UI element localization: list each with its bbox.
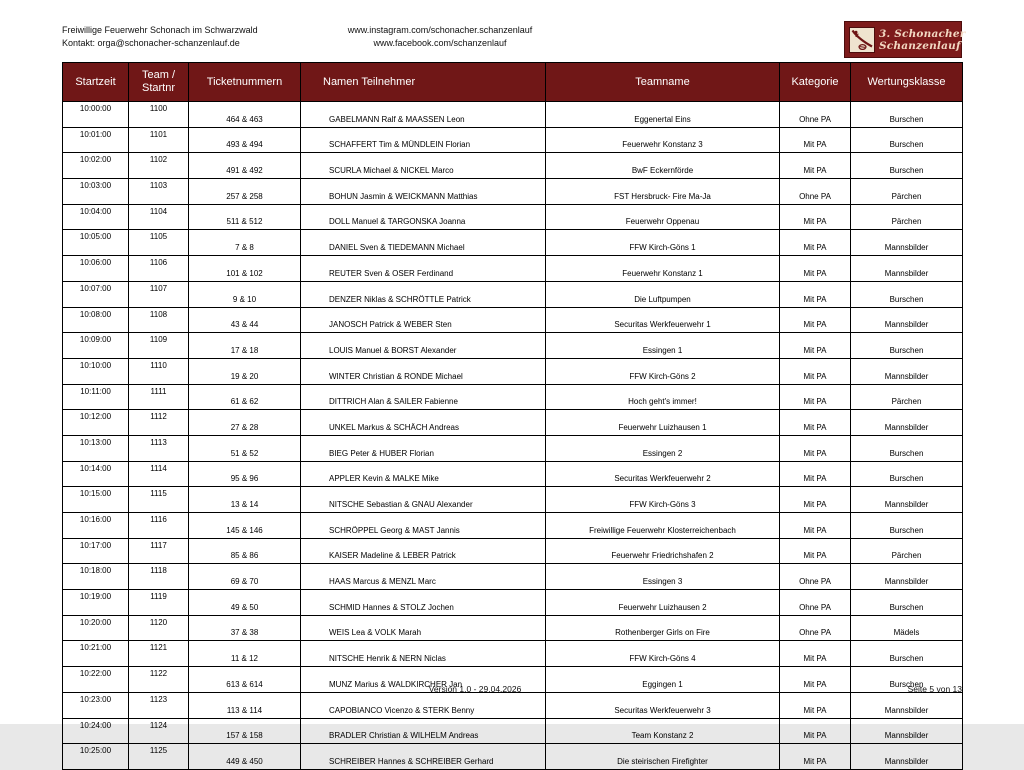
table-row xyxy=(63,281,963,307)
names-cell: WINTER Christian & RONDE Michael xyxy=(301,358,546,384)
schedule-table xyxy=(62,62,963,770)
teamname-cell: FFW Kirch-Göns 3 xyxy=(546,487,780,513)
startnr-cell: 1100 xyxy=(129,102,189,128)
startzeit-cell: 10:14:00 xyxy=(63,461,129,487)
table-row xyxy=(63,358,963,384)
table-row xyxy=(63,538,963,564)
teamname-cell: FFW Kirch-Göns 1 xyxy=(546,230,780,256)
startnr-cell: 1120 xyxy=(129,615,189,641)
tickets-cell: 43 & 44 xyxy=(189,307,301,333)
startnr-cell: 1109 xyxy=(129,333,189,359)
names-cell: APPLER Kevin & MALKE Mike xyxy=(301,461,546,487)
kategorie-cell: Mit PA xyxy=(780,692,851,718)
event-logo-line1: 3. Schonacher xyxy=(879,27,966,40)
kategorie-cell: Mit PA xyxy=(780,513,851,539)
kategorie-cell: Mit PA xyxy=(780,358,851,384)
teamname-cell: BwF Eckernförde xyxy=(546,153,780,179)
column-header-tickets: Ticketnummern xyxy=(189,63,301,102)
wertungsklasse-cell: Pärchen xyxy=(851,384,963,410)
column-header-startnr: Team / Startnr xyxy=(129,63,189,102)
event-logo-line2: Schanzenlauf xyxy=(879,39,961,52)
names-cell: MUNZ Marius & WALDKIRCHER Jan xyxy=(301,667,546,693)
wertungsklasse-cell: Pärchen xyxy=(851,538,963,564)
startnr-cell: 1104 xyxy=(129,204,189,230)
startzeit-cell: 10:24:00 xyxy=(63,718,129,744)
startnr-cell: 1106 xyxy=(129,256,189,282)
wertungsklasse-cell: Mannsbilder xyxy=(851,307,963,333)
kategorie-cell: Mit PA xyxy=(780,461,851,487)
startzeit-cell: 10:06:00 xyxy=(63,256,129,282)
table-row xyxy=(63,410,963,436)
kategorie-cell: Mit PA xyxy=(780,281,851,307)
startzeit-cell: 10:12:00 xyxy=(63,410,129,436)
startnr-cell: 1108 xyxy=(129,307,189,333)
table-row xyxy=(63,513,963,539)
startzeit-cell: 10:22:00 xyxy=(63,667,129,693)
tickets-cell: 101 & 102 xyxy=(189,256,301,282)
kategorie-cell: Ohne PA xyxy=(780,102,851,128)
names-cell: HAAS Marcus & MENZL Marc xyxy=(301,564,546,590)
startnr-cell: 1107 xyxy=(129,281,189,307)
page-number: Seite 5 von 13 xyxy=(907,684,962,694)
tickets-cell: 11 & 12 xyxy=(189,641,301,667)
startnr-cell: 1110 xyxy=(129,358,189,384)
table-row xyxy=(63,179,963,205)
table-row xyxy=(63,435,963,461)
startzeit-cell: 10:11:00 xyxy=(63,384,129,410)
names-cell: SCHRÖPPEL Georg & MAST Jannis xyxy=(301,513,546,539)
startnr-cell: 1103 xyxy=(129,179,189,205)
event-logo-text xyxy=(879,28,966,52)
startnr-cell: 1113 xyxy=(129,435,189,461)
names-cell: REUTER Sven & OSER Ferdinand xyxy=(301,256,546,282)
teamname-cell: Feuerwehr Friedrichshafen 2 xyxy=(546,538,780,564)
names-cell: BRADLER Christian & WILHELM Andreas xyxy=(301,718,546,744)
kategorie-cell: Mit PA xyxy=(780,204,851,230)
social-block xyxy=(348,24,533,50)
wertungsklasse-cell: Burschen xyxy=(851,513,963,539)
teamname-cell: FFW Kirch-Göns 4 xyxy=(546,641,780,667)
event-logo xyxy=(844,21,966,58)
column-header-names: Namen Teilnehmer xyxy=(301,63,546,102)
kategorie-cell: Mit PA xyxy=(780,307,851,333)
wertungsklasse-cell: Burschen xyxy=(851,127,963,153)
teamname-cell: Eggenertal Eins xyxy=(546,102,780,128)
wertungsklasse-cell: Pärchen xyxy=(851,204,963,230)
startnr-cell: 1105 xyxy=(129,230,189,256)
startzeit-cell: 10:25:00 xyxy=(63,744,129,770)
tickets-cell: 7 & 8 xyxy=(189,230,301,256)
teamname-cell: FFW Kirch-Göns 2 xyxy=(546,358,780,384)
teamname-cell: Die Luftpumpen xyxy=(546,281,780,307)
names-cell: SCURLA Michael & NICKEL Marco xyxy=(301,153,546,179)
startzeit-cell: 10:10:00 xyxy=(63,358,129,384)
kategorie-cell: Mit PA xyxy=(780,410,851,436)
tickets-cell: 61 & 62 xyxy=(189,384,301,410)
tickets-cell: 51 & 52 xyxy=(189,435,301,461)
wertungsklasse-cell: Burschen xyxy=(851,667,963,693)
tickets-cell: 95 & 96 xyxy=(189,461,301,487)
wertungsklasse-cell: Mannsbilder xyxy=(851,487,963,513)
column-header-kategorie: Kategorie xyxy=(780,63,851,102)
ski-jump-icon xyxy=(849,27,875,53)
startnr-cell: 1123 xyxy=(129,692,189,718)
wertungsklasse-cell: Mannsbilder xyxy=(851,718,963,744)
tickets-cell: 464 & 463 xyxy=(189,102,301,128)
tickets-cell: 145 & 146 xyxy=(189,513,301,539)
names-cell: JANOSCH Patrick & WEBER Sten xyxy=(301,307,546,333)
wertungsklasse-cell: Burschen xyxy=(851,461,963,487)
kategorie-cell: Mit PA xyxy=(780,230,851,256)
teamname-cell: Feuerwehr Luizhausen 1 xyxy=(546,410,780,436)
table-row xyxy=(63,102,963,128)
kategorie-cell: Ohne PA xyxy=(780,590,851,616)
teamname-cell: Rothenberger Girls on Fire xyxy=(546,615,780,641)
teamname-cell: Die steirischen Firefighter xyxy=(546,744,780,770)
teamname-cell: Freiwillige Feuerwehr Klosterreichenbach xyxy=(546,513,780,539)
startzeit-cell: 10:05:00 xyxy=(63,230,129,256)
kategorie-cell: Mit PA xyxy=(780,435,851,461)
teamname-cell: Securitas Werkfeuerwehr 2 xyxy=(546,461,780,487)
table-row xyxy=(63,692,963,718)
table-row xyxy=(63,718,963,744)
tickets-cell: 85 & 86 xyxy=(189,538,301,564)
names-cell: CAPOBIANCO Vicenzo & STERK Benny xyxy=(301,692,546,718)
wertungsklasse-cell: Mannsbilder xyxy=(851,692,963,718)
tickets-cell: 491 & 492 xyxy=(189,153,301,179)
startnr-cell: 1116 xyxy=(129,513,189,539)
table-row xyxy=(63,307,963,333)
startzeit-cell: 10:15:00 xyxy=(63,487,129,513)
startzeit-cell: 10:16:00 xyxy=(63,513,129,539)
wertungsklasse-cell: Burschen xyxy=(851,281,963,307)
wertungsklasse-cell: Mannsbilder xyxy=(851,564,963,590)
table-header-row xyxy=(63,63,963,102)
startnr-cell: 1122 xyxy=(129,667,189,693)
tickets-cell: 69 & 70 xyxy=(189,564,301,590)
names-cell: LOUIS Manuel & BORST Alexander xyxy=(301,333,546,359)
tickets-cell: 17 & 18 xyxy=(189,333,301,359)
tickets-cell: 113 & 114 xyxy=(189,692,301,718)
kategorie-cell: Mit PA xyxy=(780,127,851,153)
tickets-cell: 257 & 258 xyxy=(189,179,301,205)
startzeit-cell: 10:08:00 xyxy=(63,307,129,333)
version-text: Version 1.0 - 29.04.2026 xyxy=(428,684,522,694)
kategorie-cell: Ohne PA xyxy=(780,179,851,205)
startnr-cell: 1115 xyxy=(129,487,189,513)
startnr-cell: 1111 xyxy=(129,384,189,410)
startnr-cell: 1124 xyxy=(129,718,189,744)
table-row xyxy=(63,615,963,641)
startnr-cell: 1119 xyxy=(129,590,189,616)
names-cell: NITSCHE Henrik & NERN Niclas xyxy=(301,641,546,667)
kategorie-cell: Mit PA xyxy=(780,333,851,359)
names-cell: DANIEL Sven & TIEDEMANN Michael xyxy=(301,230,546,256)
wertungsklasse-cell: Burschen xyxy=(851,641,963,667)
org-name: Freiwillige Feuerwehr Schonach im Schwarzwald xyxy=(62,25,258,35)
table-row xyxy=(63,590,963,616)
names-cell: WEIS Lea & VOLK Marah xyxy=(301,615,546,641)
names-cell: SCHREIBER Hannes & SCHREIBER Gerhard xyxy=(301,744,546,770)
names-cell: DOLL Manuel & TARGONSKA Joanna xyxy=(301,204,546,230)
names-cell: UNKEL Markus & SCHÄCH Andreas xyxy=(301,410,546,436)
startnr-cell: 1117 xyxy=(129,538,189,564)
tickets-cell: 49 & 50 xyxy=(189,590,301,616)
names-cell: BOHUN Jasmin & WEICKMANN Matthias xyxy=(301,179,546,205)
table-row xyxy=(63,461,963,487)
teamname-cell: Team Konstanz 2 xyxy=(546,718,780,744)
names-cell: GABELMANN Ralf & MAASSEN Leon xyxy=(301,102,546,128)
wertungsklasse-cell: Mannsbilder xyxy=(851,256,963,282)
kategorie-cell: Mit PA xyxy=(780,538,851,564)
startzeit-cell: 10:18:00 xyxy=(63,564,129,590)
column-header-wertungsklasse: Wertungsklasse xyxy=(851,63,963,102)
kategorie-cell: Mit PA xyxy=(780,718,851,744)
kategorie-cell: Mit PA xyxy=(780,667,851,693)
teamname-cell: Feuerwehr Konstanz 1 xyxy=(546,256,780,282)
names-cell: BIEG Peter & HUBER Florian xyxy=(301,435,546,461)
startnr-cell: 1125 xyxy=(129,744,189,770)
names-cell: DITTRICH Alan & SAILER Fabienne xyxy=(301,384,546,410)
startzeit-cell: 10:04:00 xyxy=(63,204,129,230)
startnr-cell: 1101 xyxy=(129,127,189,153)
teamname-cell: Hoch geht's immer! xyxy=(546,384,780,410)
kategorie-cell: Mit PA xyxy=(780,153,851,179)
tickets-cell: 27 & 28 xyxy=(189,410,301,436)
wertungsklasse-cell: Burschen xyxy=(851,153,963,179)
startzeit-cell: 10:03:00 xyxy=(63,179,129,205)
wertungsklasse-cell: Mannsbilder xyxy=(851,744,963,770)
table-row xyxy=(63,204,963,230)
table-row xyxy=(63,384,963,410)
names-cell: NITSCHE Sebastian & GNAU Alexander xyxy=(301,487,546,513)
tickets-cell: 9 & 10 xyxy=(189,281,301,307)
teamname-cell: Essingen 2 xyxy=(546,435,780,461)
contact-block xyxy=(62,24,258,50)
teamname-cell: Eggingen 1 xyxy=(546,667,780,693)
teamname-cell: Essingen 1 xyxy=(546,333,780,359)
teamname-cell: Feuerwehr Luizhausen 2 xyxy=(546,590,780,616)
startnr-cell: 1118 xyxy=(129,564,189,590)
kategorie-cell: Mit PA xyxy=(780,487,851,513)
tickets-cell: 493 & 494 xyxy=(189,127,301,153)
tickets-cell: 37 & 38 xyxy=(189,615,301,641)
startnr-cell: 1121 xyxy=(129,641,189,667)
table-row xyxy=(63,153,963,179)
wertungsklasse-cell: Burschen xyxy=(851,435,963,461)
wertungsklasse-cell: Mannsbilder xyxy=(851,230,963,256)
teamname-cell: Securitas Werkfeuerwehr 3 xyxy=(546,692,780,718)
startzeit-cell: 10:09:00 xyxy=(63,333,129,359)
teamname-cell: Feuerwehr Konstanz 3 xyxy=(546,127,780,153)
startnr-cell: 1114 xyxy=(129,461,189,487)
kategorie-cell: Mit PA xyxy=(780,256,851,282)
wertungsklasse-cell: Mädels xyxy=(851,615,963,641)
kategorie-cell: Mit PA xyxy=(780,744,851,770)
tickets-cell: 511 & 512 xyxy=(189,204,301,230)
tickets-cell: 19 & 20 xyxy=(189,358,301,384)
names-cell: SCHAFFERT Tim & MÜNDLEIN Florian xyxy=(301,127,546,153)
wertungsklasse-cell: Burschen xyxy=(851,333,963,359)
instagram-url: www.instagram.com/schonacher.schanzenlauf xyxy=(347,25,533,35)
startzeit-cell: 10:19:00 xyxy=(63,590,129,616)
table-row xyxy=(63,230,963,256)
wertungsklasse-cell: Mannsbilder xyxy=(851,410,963,436)
startzeit-cell: 10:23:00 xyxy=(63,692,129,718)
table-row xyxy=(63,333,963,359)
org-contact-email: Kontakt: orga@schonacher-schanzenlauf.de xyxy=(62,38,240,48)
startzeit-cell: 10:21:00 xyxy=(63,641,129,667)
table-row xyxy=(63,564,963,590)
table-row xyxy=(63,744,963,770)
startzeit-cell: 10:17:00 xyxy=(63,538,129,564)
tickets-cell: 449 & 450 xyxy=(189,744,301,770)
startnr-cell: 1112 xyxy=(129,410,189,436)
table-row xyxy=(63,641,963,667)
teamname-cell: Securitas Werkfeuerwehr 1 xyxy=(546,307,780,333)
table-row xyxy=(63,487,963,513)
tickets-cell: 13 & 14 xyxy=(189,487,301,513)
kategorie-cell: Ohne PA xyxy=(780,615,851,641)
wertungsklasse-cell: Burschen xyxy=(851,102,963,128)
tickets-cell: 157 & 158 xyxy=(189,718,301,744)
tickets-cell: 613 & 614 xyxy=(189,667,301,693)
kategorie-cell: Mit PA xyxy=(780,384,851,410)
startzeit-cell: 10:07:00 xyxy=(63,281,129,307)
names-cell: KAISER Madeline & LEBER Patrick xyxy=(301,538,546,564)
wertungsklasse-cell: Mannsbilder xyxy=(851,358,963,384)
startnr-cell: 1102 xyxy=(129,153,189,179)
kategorie-cell: Mit PA xyxy=(780,641,851,667)
column-header-teamname: Teamname xyxy=(546,63,780,102)
teamname-cell: Essingen 3 xyxy=(546,564,780,590)
kategorie-cell: Ohne PA xyxy=(780,564,851,590)
facebook-url: www.facebook.com/schanzenlauf xyxy=(373,38,507,48)
table-row xyxy=(63,256,963,282)
startzeit-cell: 10:01:00 xyxy=(63,127,129,153)
wertungsklasse-cell: Pärchen xyxy=(851,179,963,205)
startzeit-cell: 10:13:00 xyxy=(63,435,129,461)
startzeit-cell: 10:00:00 xyxy=(63,102,129,128)
wertungsklasse-cell: Burschen xyxy=(851,590,963,616)
teamname-cell: Feuerwehr Oppenau xyxy=(546,204,780,230)
teamname-cell: FST Hersbruck- Fire Ma-Ja xyxy=(546,179,780,205)
table-row xyxy=(63,127,963,153)
names-cell: SCHMID Hannes & STOLZ Jochen xyxy=(301,590,546,616)
startzeit-cell: 10:20:00 xyxy=(63,615,129,641)
column-header-startzeit: Startzeit xyxy=(63,63,129,102)
startzeit-cell: 10:02:00 xyxy=(63,153,129,179)
names-cell: DENZER Niklas & SCHRÖTTLE Patrick xyxy=(301,281,546,307)
